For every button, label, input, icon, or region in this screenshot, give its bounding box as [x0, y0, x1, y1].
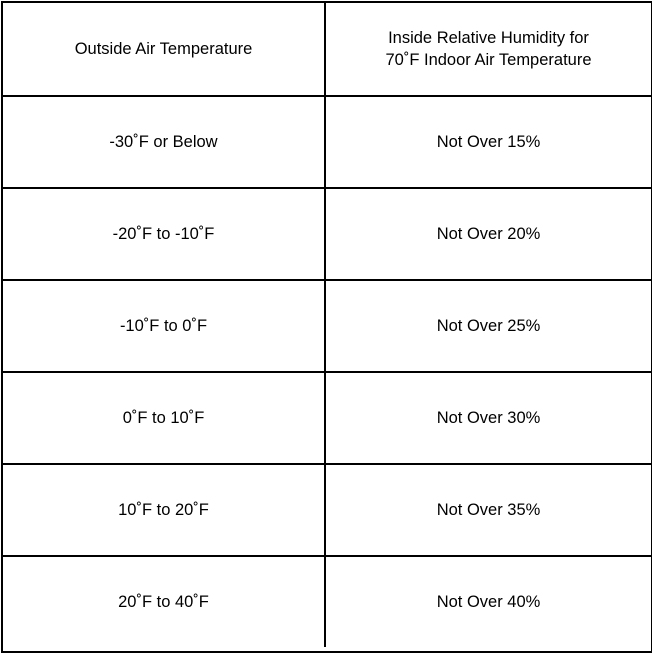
- table-row: [3, 187, 651, 279]
- table-header-row: [3, 3, 651, 95]
- outside-temp-cell: -20˚F to -10˚F: [3, 189, 326, 279]
- inside-humidity-cell: Not Over 35%: [436, 501, 541, 519]
- outside-temp-cell: 10˚F to 20˚F: [3, 465, 326, 555]
- humidity-table: [1, 1, 652, 653]
- inside-humidity-cell: Not Over 30%: [436, 409, 541, 427]
- inside-humidity-cell: Not Over 15%: [436, 133, 541, 151]
- table-row: [3, 371, 651, 463]
- outside-temp-cell: 0˚F to 10˚F: [3, 373, 326, 463]
- table-row: [3, 555, 651, 647]
- outside-temp-cell: -10˚F to 0˚F: [3, 281, 326, 371]
- table-row: [3, 279, 651, 371]
- table-row: [3, 463, 651, 555]
- outside-temp-cell: 20˚F to 40˚F: [3, 557, 326, 647]
- header-inside-label-line1: Inside Relative Humidity for: [388, 29, 589, 47]
- table-row: [3, 95, 651, 187]
- inside-humidity-cell: Not Over 25%: [436, 317, 541, 335]
- header-outside-label: Outside Air Temperature: [74, 40, 253, 58]
- inside-humidity-cell: Not Over 20%: [436, 225, 541, 243]
- header-outside-temperature: [3, 3, 326, 95]
- outside-temp-cell: -30˚F or Below: [3, 97, 326, 187]
- header-inside-label-line2: 70˚F Indoor Air Temperature: [385, 51, 592, 69]
- inside-humidity-cell: Not Over 40%: [436, 593, 541, 611]
- header-inside-humidity: [326, 3, 651, 95]
